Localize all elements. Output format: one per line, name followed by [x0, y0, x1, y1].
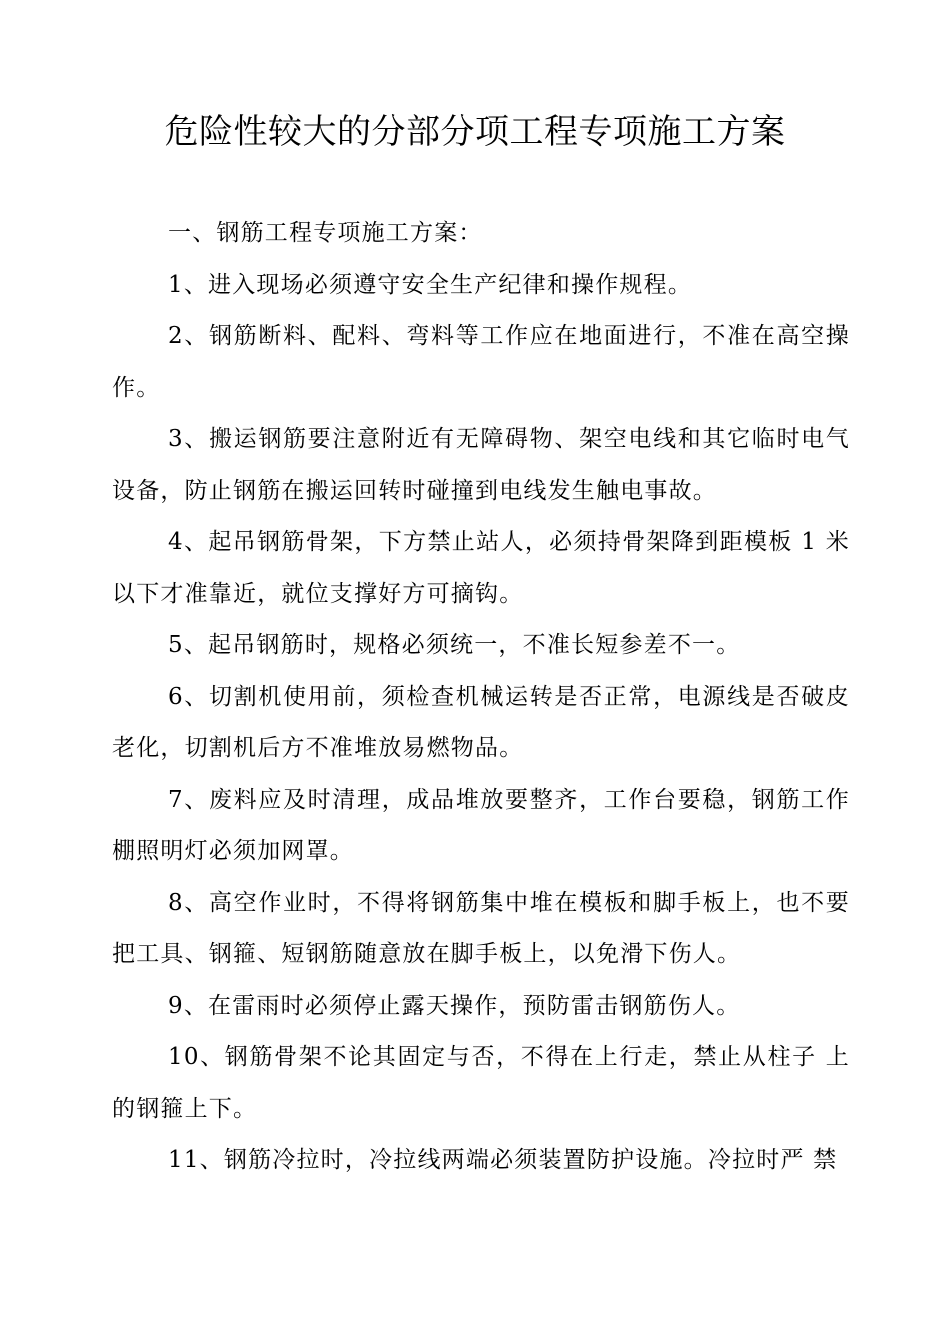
list-item: 7、废料应及时清理，成品堆放要整齐，工作台要稳，钢筋工作棚照明灯必须加网罩。: [112, 786, 850, 864]
document-title: 危险性较大的分部分项工程专项施工方案: [164, 112, 786, 152]
list-item: 9、在雷雨时必须停止露天操作，预防雷击钢筋伤人。: [168, 992, 741, 1019]
list-item: 3、搬运钢筋要注意附近有无障碍物、架空电线和其它临时电气设备，防止钢筋在搬运回转时碰撞到电线发生触电事故。: [112, 426, 850, 504]
list-item: 4、起吊钢筋骨架，下方禁止站人，必须持骨架降到距模板 1 米以下才准靠近，就位支撑好方可摘钩。: [112, 529, 850, 607]
list-item: 10、钢筋骨架不论其固定与否，不得在上行走，禁止从柱子 上的钢箍上下。: [112, 1044, 850, 1122]
list-item: 6、切割机使用前，须检查机械运转是否正常，电源线是否破皮老化，切割机后方不准堆放易燃物品。: [112, 683, 850, 761]
list-item: 5、起吊钢筋时，规格必须统一，不准长短参差不一。: [168, 632, 741, 658]
list-item: 8、高空作业时，不得将钢筋集中堆在模板和脚手板上，也不要把工具、钢箍、短钢筋随意放在脚手板上，以免滑下伤人。: [112, 889, 850, 967]
list-item: 1、进入现场必须遵守安全生产纪律和操作规程。: [168, 271, 693, 298]
list-item: 2、钢筋断料、配料、弯料等工作应在地面进行，不准在高空操作。: [112, 323, 850, 401]
document-body: [112, 208, 850, 1187]
list-item: 11、钢筋冷拉时，冷拉线两端必须装置防护设施。冷拉时严 禁: [168, 1147, 838, 1173]
section-heading: 一、钢筋工程专项施工方案：: [168, 220, 483, 246]
